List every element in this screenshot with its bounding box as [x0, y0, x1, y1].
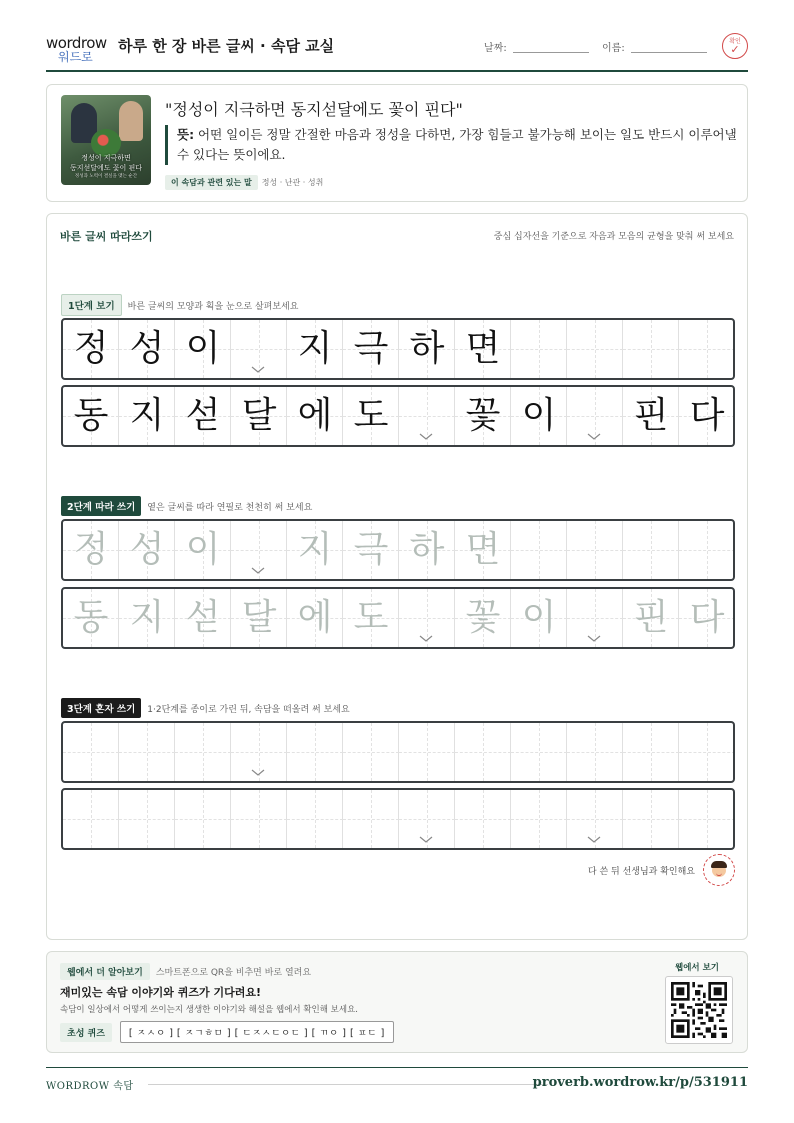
name-blank[interactable] [631, 43, 707, 53]
writing-cell[interactable] [119, 790, 175, 848]
writing-cell[interactable] [175, 723, 231, 781]
writing-cell[interactable] [623, 521, 679, 579]
stage-2-desc: 옅은 글씨를 따라 연필로 천천히 써 보세요 [147, 503, 313, 513]
writing-cell[interactable] [511, 790, 567, 848]
writing-cell [399, 320, 455, 378]
logo-wordmark: wordrow [46, 34, 107, 52]
writing-cell[interactable] [679, 790, 735, 848]
practice-row[interactable] [61, 788, 735, 850]
hangul-character: 하 [409, 328, 445, 369]
page-title: 하루 한 장 바른 글씨 · 속담 교실 [118, 37, 335, 55]
writing-cell[interactable] [287, 723, 343, 781]
footer-brand: WORDROW 속담 [46, 1081, 134, 1092]
quiz-tag: 초성 퀴즈 [60, 1023, 112, 1042]
writing-cell [231, 387, 287, 445]
hangul-character: 핀 [633, 395, 669, 436]
practice-hint: 중심 십자선을 기준으로 자음과 모음의 균형을 맞춰 써 보세요 [493, 232, 734, 242]
date-label: 날짜: [484, 43, 507, 54]
writing-cell [175, 320, 231, 378]
hangul-character: 지 [297, 529, 333, 570]
space-mark-icon [419, 836, 433, 844]
space-mark-icon [419, 433, 433, 441]
hangul-character: 섣 [185, 597, 221, 638]
writing-cell[interactable] [119, 521, 175, 579]
writing-cell[interactable] [175, 521, 231, 579]
date-blank[interactable] [513, 43, 589, 53]
hangul-character: 면 [465, 328, 501, 369]
wordrow-logo [46, 34, 107, 64]
practice-title: 바른 글씨 따라쓰기 [60, 230, 153, 243]
writing-cell[interactable] [623, 589, 679, 647]
space-mark-icon [251, 567, 265, 575]
illustration-caption [61, 153, 151, 180]
writing-cell [399, 387, 455, 445]
web-description: 속담이 일상에서 어떻게 쓰이는지 생생한 이야기와 해설을 웹에서 확인해 보세요. [60, 1005, 358, 1015]
stage-3-badge: 3단계 혼자 쓰기 [61, 698, 141, 718]
writing-cell[interactable] [287, 790, 343, 848]
stage-1-badge: 1단계 보기 [61, 294, 122, 316]
footer-url[interactable]: proverb.wordrow.kr/p/531911 [532, 1075, 748, 1090]
hangul-character: 정 [73, 328, 109, 369]
proverb-meaning [165, 125, 737, 165]
writing-cell[interactable] [343, 723, 399, 781]
writing-cell [175, 387, 231, 445]
hangul-character: 지 [297, 328, 333, 369]
writing-cell[interactable] [343, 589, 399, 647]
hangul-character: 달 [241, 597, 277, 638]
writing-cell[interactable] [623, 723, 679, 781]
writing-cell[interactable] [175, 790, 231, 848]
stage-3-label [61, 698, 350, 718]
qr-label: 웹에서 보기 [674, 963, 719, 973]
space-mark-icon [587, 635, 601, 643]
hangul-character: 성 [129, 328, 165, 369]
related-words [165, 175, 323, 190]
writing-cell[interactable] [679, 589, 735, 647]
related-list: 정성 · 난관 · 성취 [261, 178, 324, 187]
logo-korean: 워드로 [58, 50, 93, 64]
stage-1-label [61, 294, 298, 316]
hangul-character: 섣 [185, 395, 221, 436]
hangul-character: 도 [353, 395, 389, 436]
writing-cell [511, 320, 567, 378]
writing-cell[interactable] [119, 589, 175, 647]
web-headline: 재미있는 속담 이야기와 퀴즈가 기다려요! [60, 986, 261, 999]
writing-cell [63, 320, 119, 378]
web-tag-desc: 스마트폰으로 QR을 비추면 바로 열려요 [155, 968, 312, 978]
meaning-text: 어떤 일이든 정말 간절한 마음과 정성을 다하면, 가장 힘들고 불가능해 보이는 일도 반드시 이루어낼 수 있다는 뜻이에요. [177, 127, 737, 162]
qr-pattern [671, 982, 727, 1038]
space-mark-icon [419, 635, 433, 643]
proverb-text: "정성이 지극하면 동지섣달에도 꽃이 핀다" [165, 100, 463, 119]
hangul-character: 극 [353, 529, 389, 570]
caption-line: 동지섣달에도 꽃이 핀다 [69, 164, 143, 172]
stamp-label: 확인 [729, 38, 741, 45]
stage-2-label [61, 496, 312, 516]
hangul-character: 지 [129, 395, 165, 436]
practice-row[interactable] [61, 587, 735, 649]
page-footer [46, 1067, 748, 1092]
stage-2-badge: 2단계 따라 쓰기 [61, 496, 141, 516]
stage-3-desc: 1·2단계를 종이로 가린 뒤, 속담을 떠올려 써 보세요 [147, 705, 350, 715]
meaning-label: 뜻: [177, 127, 195, 142]
hangul-character: 면 [465, 529, 501, 570]
writing-cell [511, 387, 567, 445]
writing-cell [679, 387, 735, 445]
writing-cell [623, 387, 679, 445]
writing-cell[interactable] [399, 589, 455, 647]
writing-cell [343, 320, 399, 378]
writing-cell [567, 320, 623, 378]
writing-cell[interactable] [399, 723, 455, 781]
web-tag: 웹에서 더 알아보기 [60, 963, 150, 980]
writing-cell[interactable] [567, 521, 623, 579]
caption-small: 정성과 노력이 결실을 맺는 순간 [74, 174, 138, 179]
writing-cell [287, 387, 343, 445]
practice-panel [46, 213, 748, 940]
quiz-box: [ ㅈㅅㅇ ] [ ㅈㄱㅎㅁ ] [ ㄷㅈㅅㄷㅇㄷ ] [ ㄲㅇ ] [ ㅍㄷ ] [120, 1021, 394, 1043]
hangul-character: 정 [73, 529, 109, 570]
hangul-character: 성 [129, 529, 165, 570]
page-header [46, 30, 748, 72]
writing-cell[interactable] [455, 589, 511, 647]
space-mark-icon [587, 433, 601, 441]
hangul-character: 이 [185, 529, 221, 570]
writing-cell[interactable] [63, 723, 119, 781]
name-field[interactable] [602, 39, 707, 54]
writing-cell [455, 320, 511, 378]
hangul-character: 동 [73, 395, 109, 436]
hangul-character: 이 [185, 328, 221, 369]
writing-cell[interactable] [287, 589, 343, 647]
writing-cell [343, 387, 399, 445]
writing-cell[interactable] [231, 521, 287, 579]
teacher-check-note: 다 쓴 뒤 선생님과 확인해요 [587, 867, 695, 877]
space-mark-icon [251, 366, 265, 374]
writing-cell[interactable] [623, 790, 679, 848]
writing-cell [455, 387, 511, 445]
date-field[interactable] [484, 39, 589, 54]
hangul-character: 꽃 [465, 395, 501, 436]
writing-cell[interactable] [455, 723, 511, 781]
proverb-illustration [61, 95, 151, 185]
hangul-character: 달 [241, 395, 277, 436]
hangul-character: 핀 [633, 597, 669, 638]
hangul-character: 하 [409, 529, 445, 570]
writing-cell[interactable] [567, 589, 623, 647]
writing-cell[interactable] [455, 790, 511, 848]
hair-shape [711, 861, 727, 868]
writing-cell[interactable] [63, 589, 119, 647]
space-mark-icon [587, 836, 601, 844]
writing-cell[interactable] [287, 521, 343, 579]
writing-cell[interactable] [679, 521, 735, 579]
practice-row[interactable] [61, 721, 735, 783]
web-tag-line [60, 963, 311, 980]
writing-cell [567, 387, 623, 445]
writing-cell[interactable] [679, 723, 735, 781]
writing-cell[interactable] [63, 521, 119, 579]
writing-cell [231, 320, 287, 378]
caption-line: 정성이 지극하면 [81, 154, 131, 162]
writing-cell[interactable] [399, 521, 455, 579]
chosung-quiz [60, 1021, 394, 1043]
writing-cell[interactable] [119, 723, 175, 781]
hangul-character: 에 [297, 395, 333, 436]
writing-cell[interactable] [175, 589, 231, 647]
proverb-card [46, 84, 748, 202]
writing-cell[interactable] [231, 790, 287, 848]
writing-cell [287, 320, 343, 378]
practice-row [61, 385, 735, 447]
hangul-character: 지 [129, 597, 165, 638]
teacher-face-icon [703, 854, 735, 886]
check-icon: ✓ [730, 43, 740, 56]
related-tag: 이 속담과 관련 있는 말 [165, 175, 258, 190]
practice-row [61, 318, 735, 380]
web-promo-box [46, 951, 748, 1053]
hangul-character: 이 [521, 395, 557, 436]
hangul-character: 극 [353, 328, 389, 369]
hangul-character: 이 [521, 597, 557, 638]
writing-cell[interactable] [343, 521, 399, 579]
hangul-character: 다 [689, 395, 725, 436]
confirm-stamp-icon [722, 33, 748, 59]
writing-cell[interactable] [231, 589, 287, 647]
writing-cell[interactable] [511, 723, 567, 781]
writing-cell[interactable] [343, 790, 399, 848]
writing-cell[interactable] [511, 589, 567, 647]
writing-cell[interactable] [511, 521, 567, 579]
person-figure [119, 101, 143, 141]
writing-cell[interactable] [399, 790, 455, 848]
hangul-character: 꽃 [465, 597, 501, 638]
writing-cell[interactable] [567, 723, 623, 781]
stage-1-desc: 바른 글씨의 모양과 획을 눈으로 살펴보세요 [127, 302, 299, 312]
qr-code-icon[interactable] [665, 976, 733, 1044]
space-mark-icon [251, 769, 265, 777]
hangul-character: 동 [73, 597, 109, 638]
writing-cell [119, 320, 175, 378]
writing-cell [623, 320, 679, 378]
writing-cell [119, 387, 175, 445]
name-label: 이름: [602, 43, 625, 54]
writing-cell[interactable] [455, 521, 511, 579]
practice-row[interactable] [61, 519, 735, 581]
writing-cell[interactable] [567, 790, 623, 848]
hangul-character: 도 [353, 597, 389, 638]
writing-cell[interactable] [63, 790, 119, 848]
writing-cell[interactable] [231, 723, 287, 781]
hangul-character: 에 [297, 597, 333, 638]
footer-divider [148, 1084, 548, 1085]
hangul-character: 다 [689, 597, 725, 638]
writing-cell [679, 320, 735, 378]
writing-cell [63, 387, 119, 445]
